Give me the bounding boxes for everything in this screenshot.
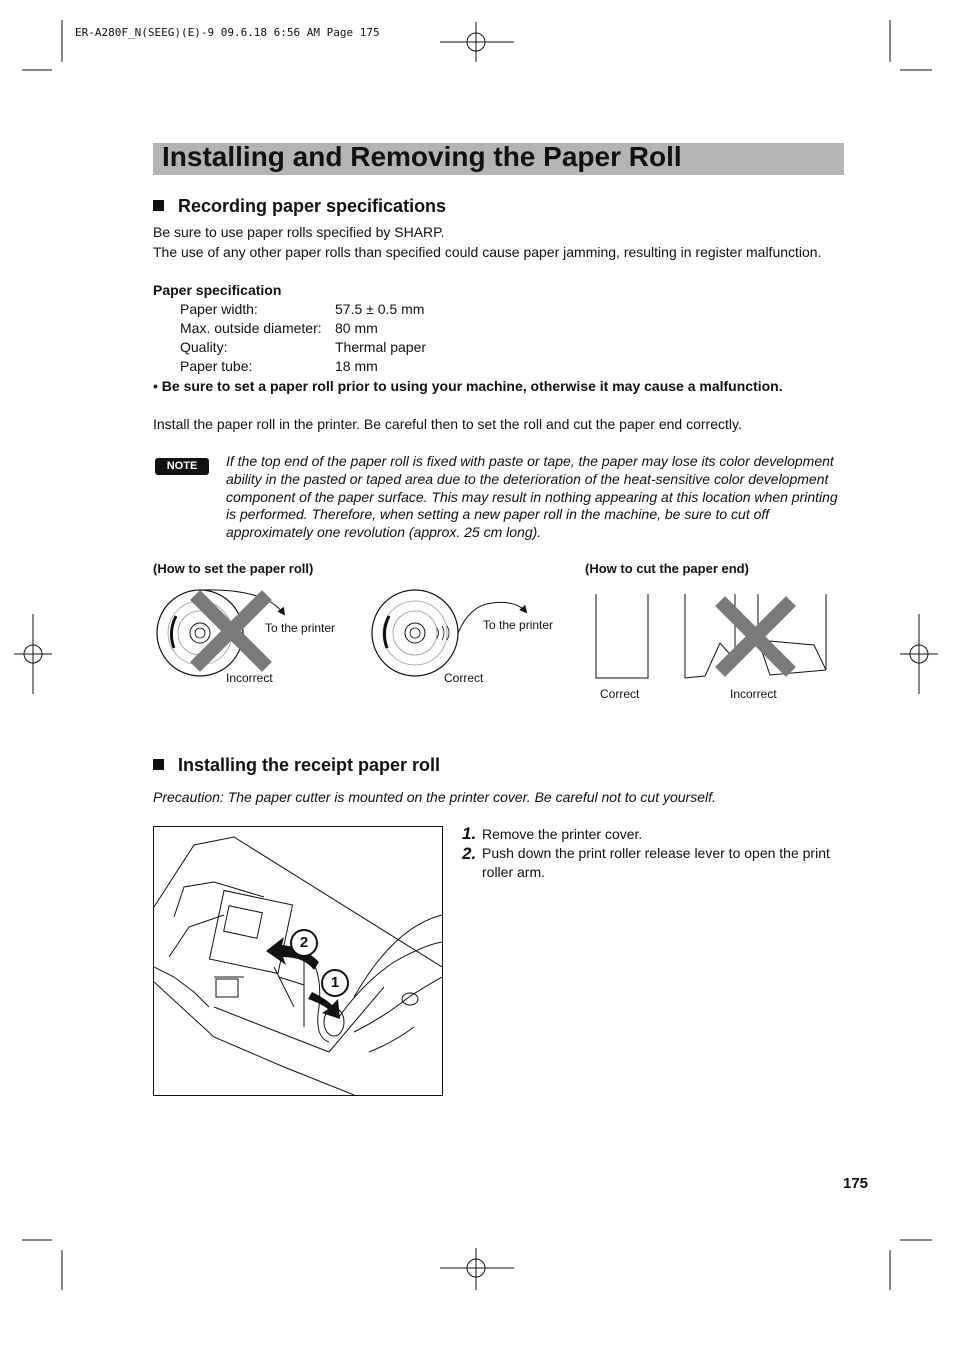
step-number: 1. [462,824,477,843]
install-text: Install the paper roll in the printer. Be careful then to set the roll and cut the paper end correctly. [153,416,742,432]
correct-label-cut: Correct [600,687,640,701]
section-heading-install [153,755,440,776]
to-printer-label-correct: To the printer [483,618,554,632]
printer-illustration [153,826,443,1096]
page-number: 175 [843,1175,869,1192]
intro-line-2: The use of any other paper rolls than specified could cause paper jamming, resulting in register malfunction. [153,244,822,260]
square-bullet-icon [153,759,164,770]
how-set-label: (How to set the paper roll) [153,561,314,576]
spec-value: 57.5 ± 0.5 mm [335,301,425,317]
spec-label: Paper width: [180,301,258,317]
incorrect-label-roll: Incorrect [226,671,273,685]
spec-value: 80 mm [335,320,378,336]
step-item [462,844,852,882]
spec-heading: Paper specification [153,282,282,298]
note-badge: NOTE [155,458,209,475]
how-cut-label: (How to cut the paper end) [585,561,749,576]
spec-label: Max. outside diameter: [180,320,322,336]
printer-line-drawing [154,827,442,1095]
correct-label-roll: Correct [444,671,484,685]
spec-value: 18 mm [335,358,378,374]
section-heading-text: Recording paper specifications [178,196,447,216]
callout-1-marker: 1 [321,969,349,997]
print-header: ER-A280F_N(SEEG)(E)-9 09.6.18 6:56 AM Page 175 [75,26,380,39]
paper-end-correct-illustration [596,594,648,678]
warning-text: • Be sure to set a paper roll prior to using your machine, otherwise it may cause a malfunction. [153,378,783,394]
spec-value: Thermal paper [335,339,427,355]
callout-2-marker: 2 [290,929,318,957]
to-printer-label-incorrect: To the printer [265,621,336,635]
section-heading-text: Installing the receipt paper roll [178,755,441,775]
page-title: Installing and Removing the Paper Roll [162,141,682,172]
roll-correct-illustration [372,590,526,676]
note-text: If the top end of the paper roll is fixed with paste or tape, the paper may lose its color development ability in the pasted or taped area due to the deterioration of the heat-sensitive color development component of the paper surface. This may result in nothing appearing at this location when printing is performed. Therefore, when setting a new paper roll in the machine, be sure to cut off approximately one revolution (approx. 25 cm long). [226,453,838,541]
step-text: Remove the printer cover. [482,826,643,842]
step-number: 2. [462,844,477,863]
precaution-text: Precaution: The paper cutter is mounted on the printer cover. Be careful not to cut yourself. [153,789,716,805]
spec-label: Paper tube: [180,358,253,374]
steps-list [462,824,852,882]
incorrect-label-cut: Incorrect [730,687,777,701]
spec-label: Quality: [180,339,228,355]
cross-mark-icon [725,606,786,667]
step-text: Push down the print roller release lever to open the print roller arm. [482,845,830,880]
step-item [462,824,852,844]
intro-line-1: Be sure to use paper rolls specified by SHARP. [153,224,445,240]
